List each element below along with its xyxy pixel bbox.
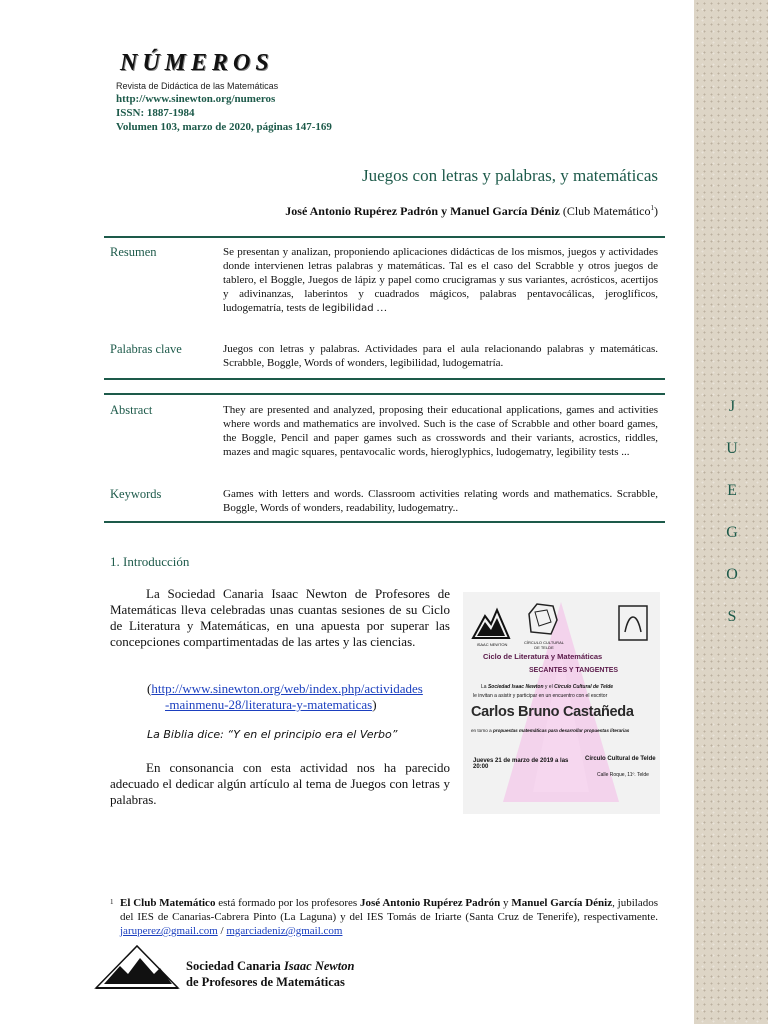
cultural-circle-logo-icon	[523, 598, 563, 640]
link-close: )	[372, 697, 377, 712]
journal-subtitle: Revista de Didáctica de las Matemáticas	[116, 81, 279, 91]
footnote-sep: /	[217, 925, 227, 937]
society-logo-icon	[94, 944, 180, 990]
society-line-1a: Sociedad Canaria	[186, 959, 284, 973]
intro-paragraph-2: En consonancia con esta actividad nos ha parecido adecuado el dedicar algún artículo al tema de Juegos con letras y palabras.	[110, 760, 450, 807]
email-link-2[interactable]: mgarciadeniz@gmail.com	[226, 925, 343, 937]
section-heading: 1. Introducción	[110, 554, 190, 569]
divider	[104, 521, 665, 523]
poster-invite-1a: La	[481, 684, 488, 690]
abstract-text: They are presented and analyzed, proposing their educational applications, games and activities where words and mathematics are involved. Such is the case of Scrabble and other board games, the Boggle, Pencil and paper games such as crosswords and their variants, acrostics, riddles, mazes and magic squares, pentavocalic words, hieroglyphics, ludogematry, legibility tests ...	[223, 404, 658, 458]
footnote-t1: está formado por los profesores	[215, 897, 360, 909]
resumen-legibilidad: legibilidad	[321, 303, 374, 314]
footnote-name-2: Manuel García Déniz	[511, 897, 613, 909]
poster-logo-label: CÍRCULO CULTURAL DE TELDE	[524, 640, 564, 650]
author-names: José Antonio Rupérez Padrón y Manuel García Déniz	[285, 204, 560, 218]
society-name	[186, 958, 354, 990]
poster-topic-a: en torno a	[471, 728, 493, 733]
literature-link-cont[interactable]: -mainmenu-28/literatura-y-matematicas	[165, 697, 373, 712]
poster-logo-label: ISAAC NEWTON	[476, 642, 508, 647]
poster-author: Carlos Bruno Castañeda	[471, 704, 634, 720]
resumen-text	[223, 245, 658, 316]
literature-link[interactable]: http://www.sinewton.org/web/index.php/actividades	[151, 681, 423, 696]
journal-name: NÚMEROS	[120, 50, 274, 76]
footnote-mark: 1	[110, 898, 114, 906]
poster-invite-1	[481, 684, 613, 690]
poster-topic-b: propuestas matemáticas para desarrollar propuestas literarias	[492, 728, 630, 733]
article-title: Juegos con letras y palabras, y matemáticas	[362, 166, 658, 185]
newton-logo-icon	[471, 602, 511, 644]
poster-invite-1c: y el	[543, 684, 555, 690]
poster-date: Jueves 21 de marzo de 2019 a las 20:00	[473, 758, 569, 770]
side-letter: G	[726, 524, 738, 541]
divider	[104, 393, 665, 395]
intro-link-block	[147, 681, 452, 713]
affiliation-close: )	[654, 204, 658, 218]
resumen-ellipsis: …	[373, 302, 388, 314]
side-letter: S	[727, 608, 737, 625]
keywords-label: Keywords	[110, 487, 162, 501]
resumen-body: Se presentan y analizan, proponiendo aplicaciones didácticas de los mismos, juegos y actividades donde intervienen letras palabras y matemáticas. Tal es el caso del Scrabble y otros juegos de tablero, el Boggle, Juegos de lápiz y papel como crucigramas y sus variantes, acrósticos, acertijos y adivinanzas, laberintos y cuadrados mágicos, palabras pentavocálicas, jeroglíficos, ludogematría, tests de	[223, 246, 658, 314]
journal-volume: Volumen 103, marzo de 2020, páginas 147-169	[116, 121, 332, 133]
palabras-clave-text: Juegos con letras y palabras. Actividades para el aula relacionando palabras y matemáticas. Scrabble, Boggle, Words of wonders, legibilidad, ludogematría.	[223, 343, 658, 369]
poster-venue: Círculo Cultural de Telde	[585, 756, 656, 762]
affiliation: (Club Matemático	[562, 204, 651, 218]
link-open: (	[147, 681, 152, 696]
journal-url[interactable]: http://www.sinewton.org/numeros	[116, 93, 276, 105]
intro-paragraph-1: La Sociedad Canaria Isaac Newton de Profesores de Matemáticas lleva celebradas unas cuantas sesiones de su Ciclo de Literatura y Matemáticas, en una apuesta por superar las concepciones compartimentadas de las artes y las ciencias.	[110, 586, 450, 649]
keywords-text: Games with letters and words. Classroom activities relating words and mathematics. Scrabble, Boggle, Words of wonders, readability, ludogematry..	[223, 488, 658, 514]
side-letter: U	[726, 440, 738, 457]
resumen-label: Resumen	[110, 245, 157, 259]
footnote-name-1: José Antonio Rupérez Padrón	[360, 897, 501, 909]
paper-logo-icon	[615, 602, 653, 646]
poster-address: Calle Roque, 11º. Telde	[597, 772, 649, 778]
society-line-1b: Isaac Newton	[283, 959, 355, 973]
email-link-1[interactable]: jaruperez@gmail.com	[120, 925, 218, 937]
palabras-clave-label: Palabras clave	[110, 342, 182, 356]
journal-issn: ISSN: 1887-1984	[116, 107, 195, 119]
poster-invite-1d: Círculo Cultural de Telde	[554, 684, 614, 690]
side-letter: J	[728, 398, 736, 415]
footnote	[110, 896, 658, 938]
side-letter: O	[726, 566, 738, 583]
article-authors	[285, 204, 658, 219]
poster-invite-1b: Sociedad Isaac Newton	[487, 684, 544, 690]
poster-invite-2: le invitan a asistir y participar en un encuentro con el escritor	[473, 693, 608, 699]
footnote-t3: , jubilados del IES de Canarias-Cabrera Pinto (La Laguna) y del IES Tomás de Iriarte (Santa Cruz de Tenerife), respectivamente.	[120, 897, 659, 923]
footnote-club: El Club Matemático	[120, 897, 216, 909]
divider	[104, 236, 665, 238]
divider	[104, 378, 665, 380]
society-line-2: de Profesores de Matemáticas	[186, 975, 345, 989]
poster-topic	[471, 728, 660, 733]
side-letter: E	[727, 482, 737, 499]
poster-subtitle: SECANTES Y TANGENTES	[529, 667, 619, 674]
section-sidebar	[694, 0, 768, 1024]
event-poster	[463, 592, 660, 814]
affiliation-mark: 1	[650, 204, 654, 212]
footnote-t2: y	[500, 897, 512, 909]
bible-quote: La Biblia dice: “Y en el principio era el Verbo”	[147, 728, 398, 741]
abstract-label: Abstract	[110, 403, 153, 417]
poster-title: Ciclo de Literatura y Matemáticas	[483, 652, 603, 661]
